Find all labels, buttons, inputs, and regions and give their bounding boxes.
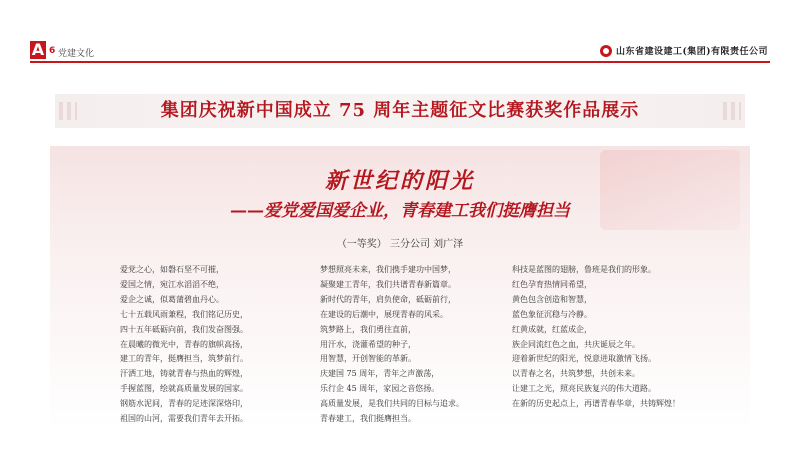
poem-line: 筑梦路上，我们勇往直前，	[320, 324, 416, 334]
poem-line: 祖国的山河，需要我们青年去开拓。	[120, 414, 248, 424]
poem-line: 科技是蓝图的翅膀，鲁班是我们的形象。	[512, 265, 656, 274]
page-badge: A	[31, 40, 45, 59]
poem-line: 迎着新世纪的阳光，悦意进取激情飞扬。	[512, 354, 656, 364]
poem-line: 高质量发展，是我们共同的目标与追求。	[320, 399, 464, 409]
poem-column-3	[512, 263, 712, 412]
poem-line: 青春建工，我们挺膺担当。	[320, 414, 416, 424]
poem-line: 爱党之心，如磐石坚不可摧，	[120, 265, 224, 274]
title-banner	[55, 94, 745, 128]
section-name: 党建文化	[58, 49, 95, 59]
poem-line: 以青春之名，共筑梦想，共创未来。	[512, 369, 640, 379]
article-subtitle: ——爱党爱国爱企业，青春建工我们挺膺担当	[230, 201, 570, 221]
poem-line: 在新的历史起点上，再谱青春华章，共铸辉煌！	[512, 399, 680, 409]
poem-line: 在建设的后潮中，展现青春的风采。	[320, 309, 448, 319]
poem-line: 族企同流红色之血，共庆诞辰之年。	[512, 339, 640, 349]
company-name: 山东省建设建工(集团)有限责任公司	[615, 47, 768, 57]
poem-line: 乐行企 45 周年，家园之音悠扬。	[320, 384, 440, 394]
poem-column-2	[320, 263, 520, 427]
poem-line: 汗洒工地，铸就青春与热血的辉煌，	[120, 369, 248, 379]
company-logo-icon	[600, 45, 612, 57]
poem-line: 爱企之诚，似葛蒲碧血丹心。	[120, 294, 224, 304]
article-byline: （一等奖） 三分公司 刘广泽	[336, 239, 464, 250]
poem-line: 新时代的青年，肩负使命，砥砺前行，	[320, 294, 456, 304]
article-title: 新世纪的阳光	[324, 168, 475, 194]
banner-title: 集团庆祝新中国成立 75 周年主题征文比赛获奖作品展示	[160, 100, 640, 121]
poem-line: 庆建国 75 周年，青年之声激荡，	[320, 369, 440, 379]
poem-line: 红色孕育热情同希望，	[512, 279, 592, 289]
poem-line: 梦想照亮未来，我们携手建功中国梦，	[320, 265, 456, 274]
poem-line: 爱国之情，宛江水滔滔不绝，	[120, 279, 224, 289]
poem-line: 用智慧，开创智能的革新。	[320, 354, 416, 364]
poem-line: 黄色包含创造和智慧，	[512, 294, 592, 304]
poem-line: 手握蓝图，绘就高质量发展的国家。	[120, 384, 248, 394]
page-header	[0, 0, 800, 66]
poem-line: 建工的青年，挺膺担当，筑梦前行。	[120, 354, 248, 364]
poem-line: 七十五载风雨兼程，我们铭记历史，	[120, 309, 248, 319]
poem-column-1	[120, 263, 320, 427]
header-divider	[30, 61, 770, 63]
poem-line: 蓝色象征沉稳与冷静。	[512, 309, 592, 319]
poem-line: 凝聚建工青年，我们共谱青春新篇章。	[320, 279, 456, 289]
poem-line: 四十五年砥砺向前，我们发奋图强。	[120, 324, 248, 334]
poem-line: 在晨曦的微光中，青春的旗帜高扬，	[120, 339, 248, 349]
page-number: 6	[49, 46, 56, 56]
company-brand	[600, 44, 768, 57]
poem-line: 红黄成就，红蓝成企，	[512, 324, 592, 334]
poem-line: 让建工之光，照亮民族复兴的伟大道路。	[512, 384, 656, 394]
poem-line: 用汗水，浇灌希望的种子，	[320, 339, 416, 349]
poem-line: 钢筋水泥间，青春的足迹深深烙印，	[120, 399, 248, 409]
